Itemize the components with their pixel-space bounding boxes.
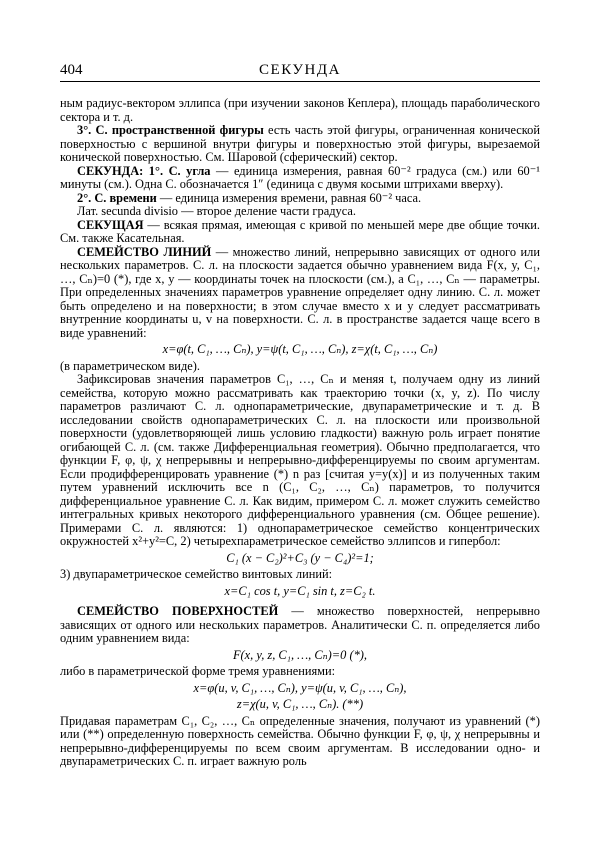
formula: x=φ(t, C₁, …, Cₙ), y=ψ(t, C₁, …, Cₙ), z=χ(t, C₁, …, Cₙ)	[162, 342, 438, 356]
entry-semeystvo-poverkhnostey: СЕМЕЙСТВО ПОВЕРХНОСТЕЙ — множество поверхностей, непрерывно зависящих от одного или нескольких параметров. Аналитически С. п. определяется либо одним уравнением вида:	[60, 604, 540, 645]
headword: СЕКУЩАЯ	[77, 217, 144, 232]
running-head: СЕКУНДА	[259, 62, 341, 78]
formula: F(x, y, z, C₁, …, Cₙ)=0 (*),	[232, 647, 367, 662]
paragraph: ным радиус-вектором эллипса (при изучении законов Кеплера), площадь параболического сектора и т. д.	[60, 96, 540, 124]
term: 3°. С. пространственной фигуры	[77, 123, 264, 137]
term: 2°. С. времени	[77, 190, 157, 205]
article-body	[60, 97, 540, 769]
paragraph: 2°. С. времени — единица измерения времени, равная 60⁻² часа.	[77, 190, 422, 205]
paragraph: Придавая параметрам C₁, C₂, …, Cₙ определенные значения, получают из уравнений (*) или (**) определенную поверхность семейства. Обычно функции F, φ, ψ, χ непрерывны и непрерывно-дифференцируемы по всем своим аргументам. В исследовании одно- и двупараметрических С. п. играет важную роль	[60, 713, 540, 768]
formula: x=C₁ cos t, y=C₁ sin t, z=C₂ t.	[224, 583, 376, 598]
formula: C₁ (x − C₂)²+C₃ (y − C₄)²=1;	[226, 550, 374, 565]
formula: z=χ(u, v, C₁, …, Cₙ). (**)	[236, 697, 364, 711]
entry-sekunda: СЕКУНДА: 1°. С. угла — единица измерения, равная 60⁻² градуса (см.) или 60⁻¹ минуты (см.). Одна С. обозначается 1″ (единица с двумя косыми штрихами вверху).	[60, 163, 540, 191]
entry-semeystvo-liniy: СЕМЕЙСТВО ЛИНИЙ — множество линий, непрерывно зависящих от одного или нескольких параметров. С. л. на плоскости задается обычно уравнением вида F(x, y, C₁, …, Cₙ)=0 (*), где x, y — координаты точек на плоскости (см.), а C₁, …, Cₙ — параметры. При определенных значениях параметров уравнение определяет одну линию. С. л. может быть определено и на поверхности; в этом случае вместо x и y следует рассматривать внутренние координаты u, v на поверхности. С. л. в пространстве задается чаще всего в виде уравнений:	[60, 244, 540, 340]
paragraph: (в параметрическом виде).	[60, 358, 200, 373]
header-rule	[60, 81, 540, 82]
headword: СЕМЕЙСТВО ПОВЕРХНОСТЕЙ	[77, 604, 279, 618]
headword: СЕМЕЙСТВО ЛИНИЙ	[77, 244, 212, 259]
etymology: Лат. secunda divisio — второе деление части градуса.	[77, 204, 356, 218]
entry-sekushchaya: СЕКУЩАЯ — всякая прямая, имеющая с кривой по меньшей мере две общие точки. См. также Касательная.	[60, 217, 540, 245]
page-number: 404	[60, 62, 83, 78]
formula: x=φ(u, v, C₁, …, Cₙ), y=ψ(u, v, C₁, …, Cₙ),	[193, 680, 407, 695]
paragraph: либо в параметрической форме тремя уравнениями:	[60, 664, 336, 678]
headword: СЕКУНДА: 1°. С. угла	[77, 163, 211, 178]
paragraph: 3°. С. пространственной фигуры есть часть этой фигуры, ограниченная конической поверхностью с вершиной внутри фигуры и поверхностью этой фигуры, вырезаемой конической поверхностью. См. Шаровой (сферический) сектор.	[60, 123, 540, 164]
paragraph: 3) двупараметрическое семейство винтовых линий:	[60, 567, 333, 581]
paragraph: Зафиксировав значения параметров C₁, …, Cₙ и меняя t, получаем одну из линий семейства, которую можно рассматривать как траекторию точки (x, y, z). По числу параметров различают С. л. однопараметрические, двупараметрические и т. д. В исследовании свойств однопараметрических С. л. на плоскости или произвольной поверхности (удовлетворяющей лишь условию гладкости) важную роль играет понятие огибающей С. л. (см. также Дифференциальная геометрия). Обычно предполагается, что функции F, φ, ψ, χ непрерывны и непрерывно-дифференцируемы по своим аргументам. Если продифференцировать уравнение (*) n раз [считая y=y(x)] и из полученных таким путем уравнений исключить все n (C₁, C₂, …, Cₙ) параметров, то получится дифференциальное уравнение С. л. Как видим, примером С. л. может служить семейство интегральных кривых некоторого дифференциального уравнения (см. Общее решение). Примерами С. л. являются: 1) однопараметрическое семейство концентрических окружностей x²+y²=C, 2) четырехпараметрическое семейство эллипсов и гипербол:	[60, 372, 540, 548]
